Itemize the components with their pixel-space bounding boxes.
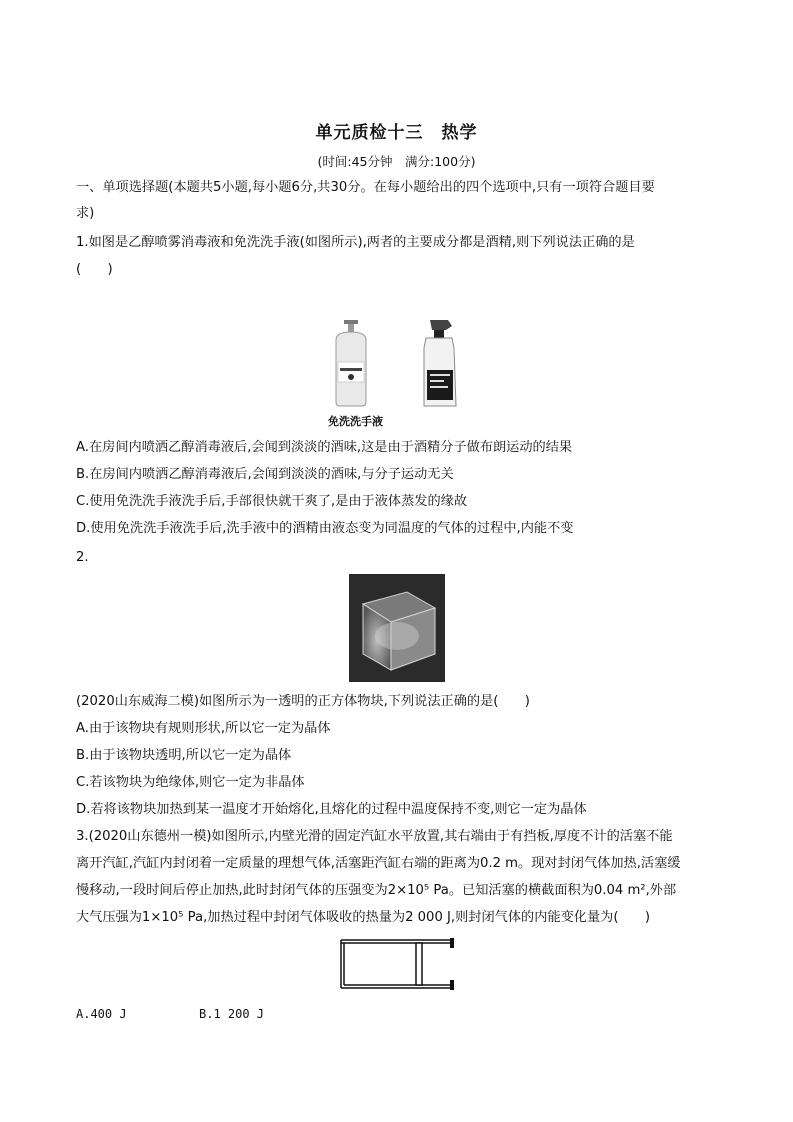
q2-option-c: C.若该物块为绝缘体,则它一定为非晶体 (76, 775, 305, 790)
q3-option-a: A.400 J (76, 1007, 127, 1021)
q2-option-b: B.由于该物块透明,所以它一定为晶体 (76, 748, 292, 763)
spray-bottle-image (424, 320, 456, 406)
section-heading: 一、单项选择题(本题共5小题,每小题6分,共30分。在每小题给出的四个选项中,只有一项符合题目要 (76, 180, 655, 195)
q1-figure-bottles (322, 318, 472, 410)
q1-option-c: C.使用免洗洗手液洗手后,手部很快就干爽了,是由于液体蒸发的缘故 (76, 494, 468, 509)
q1-option-b: B.在房间内喷洒乙醇消毒液后,会闻到淡淡的酒味,与分子运动无关 (76, 467, 454, 482)
q3-stem-line2: 离开汽缸,汽缸内封闭着一定质量的理想气体,活塞距汽缸右端的距离为0.2 m。现对封闭气体加热,活塞缓 (76, 856, 681, 871)
q1-option-a: A.在房间内喷洒乙醇消毒液后,会闻到淡淡的酒味,这是由于酒精分子做布朗运动的结果 (76, 440, 573, 455)
q3-stem-line3: 慢移动,一段时间后停止加热,此时封闭气体的压强变为2×10⁵ Pa。已知活塞的横截面积为0.04 m²,外部 (76, 883, 677, 898)
section-heading-cont: 求) (76, 206, 95, 221)
page-title: 单元质检十三 热学 (315, 123, 478, 143)
right-stop-plate (450, 938, 454, 990)
q1-figure-caption: 免洗洗手液 (328, 415, 383, 428)
q3-figure-cylinder (338, 938, 458, 990)
q3-stem-line1: 3.(2020山东德州一模)如图所示,内壁光滑的固定汽缸水平放置,其右端由于有挡板,厚度不计的活塞不能 (76, 829, 673, 844)
q1-stem-paren: ( ) (76, 262, 113, 277)
q2-figure-cube (349, 574, 445, 682)
q2-option-d: D.若将该物块加热到某一温度才开始熔化,且熔化的过程中温度保持不变,则它一定为晶体 (76, 802, 587, 817)
q2-stem: (2020山东威海二模)如图所示为一透明的正方体物块,下列说法正确的是( ) (76, 694, 530, 709)
q2-number: 2. (76, 550, 89, 565)
page-subtitle: (时间:45分钟 满分:100分) (317, 154, 476, 169)
piston (416, 943, 422, 985)
q2-option-a: A.由于该物块有规则形状,所以它一定为晶体 (76, 721, 331, 736)
pump-bottle-image (336, 320, 366, 406)
q1-option-d: D.使用免洗洗手液洗手后,洗手液中的酒精由液态变为同温度的气体的过程中,内能不变 (76, 521, 574, 536)
q1-stem: 1.如图是乙醇喷雾消毒液和免洗洗手液(如图所示),两者的主要成分都是酒精,则下列说法正确的是 (76, 235, 635, 250)
cylinder-wall (341, 940, 450, 988)
q3-option-b: B.1 200 J (199, 1007, 265, 1021)
q3-stem-line4: 大气压强为1×10⁵ Pa,加热过程中封闭气体吸收的热量为2 000 J,则封闭气体的内能变化量为( ) (76, 910, 651, 925)
